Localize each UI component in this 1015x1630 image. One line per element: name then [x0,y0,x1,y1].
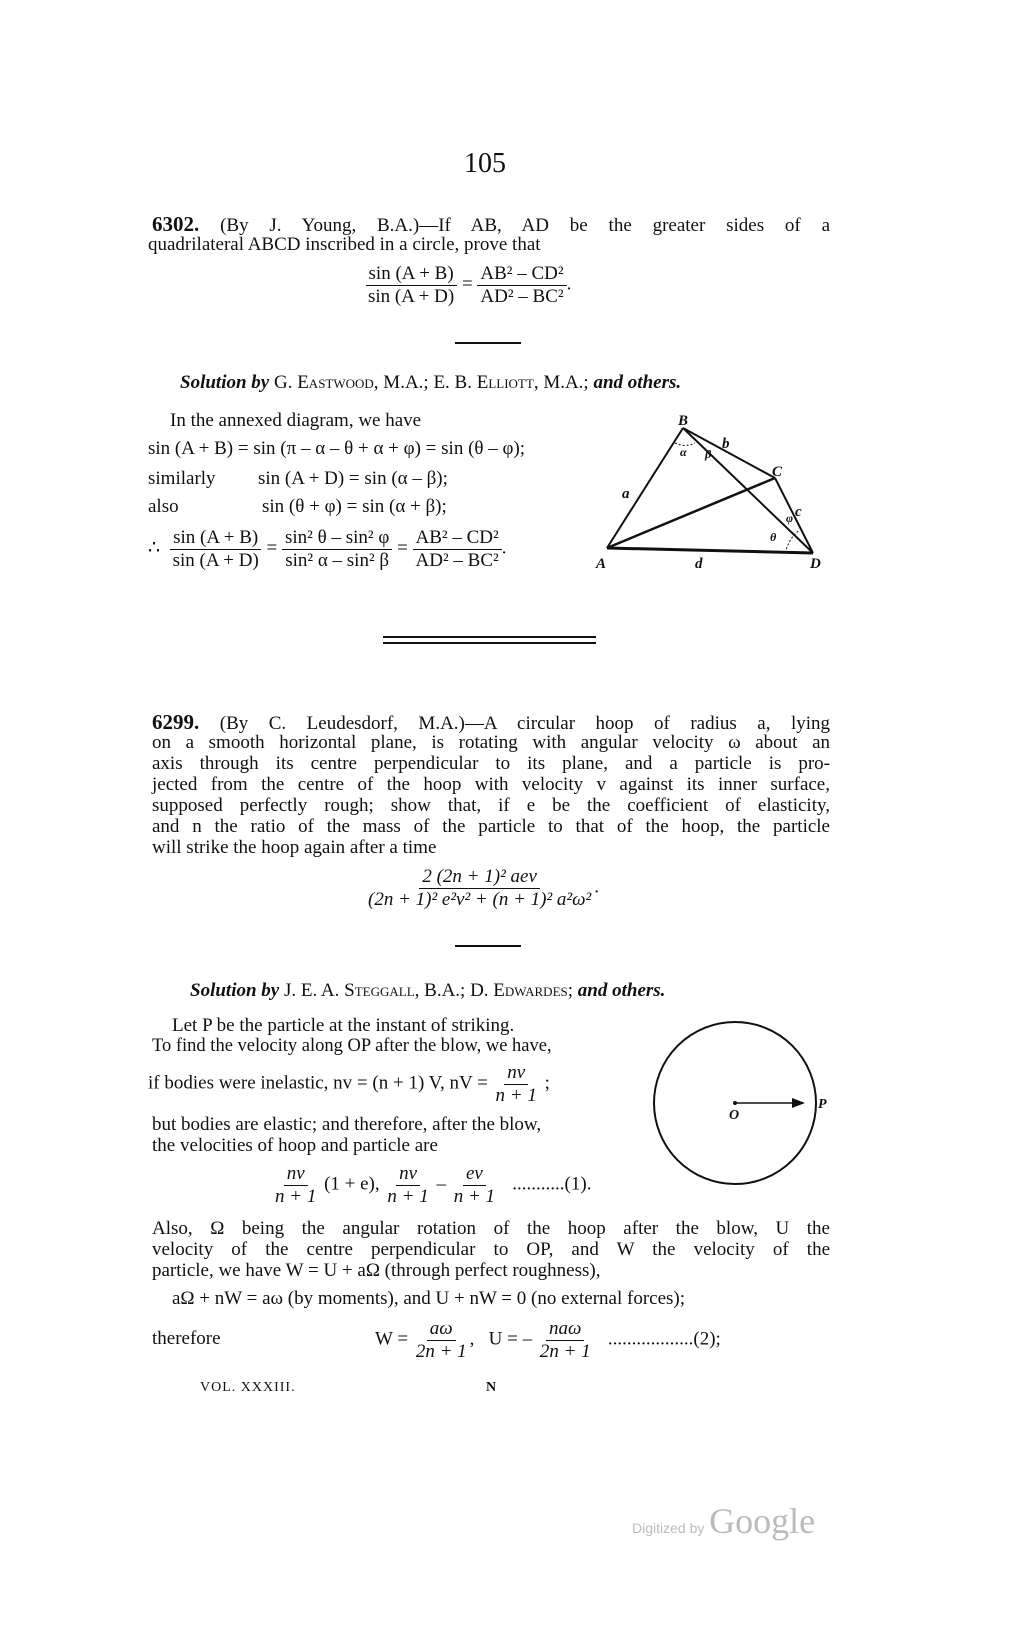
text: (By J. Young, B.A.)—If AB, AD be the greater sides of a [220,215,830,236]
solution-6299-heading: Solution by J. E. A. Steggall, B.A.; D. Edwardes; and others. [190,980,666,1001]
text-line: sin (θ + φ) = sin (α + β); [262,496,447,517]
text-line: similarly [148,468,216,489]
text-line: the velocities of hoop and particle are [152,1135,438,1156]
svg-text:A: A [596,556,607,572]
svg-text:φ: φ [786,511,794,525]
problem-6302-equation: $\frac{\sin (A + B)}{\sin (A + D)}$ = $\frac{\text{AB² – CD²}}{\text{AD² – BC²}}$ . [365,263,571,308]
equation-1: $\frac{nv}{n + 1}$ (1 + e), $\frac{nv}{n + 1}$ – $\frac{ev}{n + 1}$ ...........(1). [275,1163,592,1207]
problem-6299-line: on a smooth horizontal plane, is rotating with angular velocity ω about an [152,732,830,753]
denominator: sin (A + D) [368,285,455,307]
text-line: sin (A + D) = sin (α – β); [258,468,448,489]
svg-text:c: c [795,504,802,520]
hoop-diagram [645,1012,835,1192]
signature-mark: N [486,1380,497,1395]
svg-text:α: α [680,445,687,459]
double-divider [383,636,596,638]
svg-text:d: d [695,556,703,572]
quadrilateral-diagram [590,408,830,578]
svg-text:b: b [722,436,730,452]
svg-text:D: D [810,556,821,572]
problem-6299-line: jected from the centre of the hoop with velocity v against its inner surface, [152,774,830,795]
svg-text:θ: θ [770,530,777,544]
divider [455,945,521,947]
page-number: 105 [464,148,506,179]
svg-text:C: C [772,464,783,480]
text-line: also [148,496,179,517]
svg-text:B: B [678,413,689,429]
text-line: particle, we have W = U + aΩ (through perfect roughness), [152,1260,601,1281]
problem-6299-line: supposed perfectly rough; show that, if e be the coefficient of elasticity, [152,795,830,816]
solution-6302-heading: Solution by G. Eastwood, M.A.; E. B. Elliott, M.A.; and others. [180,372,682,393]
volume-footer: VOL. XXXIII. [200,1380,296,1395]
equation: ∴ $\frac{\sin (A + B)}{\sin (A + D)}$ = $\frac{\text{sin² θ – sin² φ}}{\text{sin² α – sin² β}}$ = $\frac{\text{AB² – CD²}}{\text{AD² – BC²}}$ . [148,527,507,571]
text-line: velocity of the centre perpendicular to OP, and W the velocity of the [152,1239,830,1260]
svg-text:a: a [622,486,630,502]
text-line: To find the velocity along OP after the blow, we have, [152,1036,552,1056]
problem-6299-line: axis through its centre perpendicular to its plane, and a particle is pro- [152,753,830,774]
problem-6299-equation: $\frac{\text{2 (2n + 1)² aev}}{\text{(2n + 1)² e²v² + (n + 1)² a²ω²}}$ . [368,866,599,910]
google-watermark: Digitized by Google [632,1501,816,1541]
numerator: AB² – CD² [477,263,566,286]
text-line: aΩ + nW = aω (by moments), and U + nW = 0 (no external forces); [172,1288,686,1309]
divider [455,342,521,344]
svg-text:P: P [818,1097,827,1112]
problem-6299-line: and n the ratio of the mass of the particle to that of the hoop, the particle [152,816,830,837]
text-line: In the annexed diagram, we have [170,410,422,431]
text-line: Also, Ω being the angular rotation of the hoop after the blow, U the [152,1218,830,1239]
problem-6302-line: quadrilateral ABCD inscribed in a circle, prove that [148,234,541,255]
svg-text:β: β [705,447,712,461]
numerator: sin (A + B) [366,263,457,286]
problem-6299-line: will strike the hoop again after a time [152,837,437,858]
problem-6299-line: 6299. (By C. Leudesdorf, M.A.)—A circular hoop of radius a, lying [152,710,831,734]
text-line: Let P be the particle at the instant of striking. [172,1015,515,1036]
equation-2: W = $\frac{a\omega}{2n + 1}$ , U = – $\frac{\text{naω}}{2n + 1}$ ..................(2); [375,1318,721,1362]
text-line: sin (A + B) = sin (π – α – θ + α + φ) = sin (θ – φ); [148,438,526,459]
problem-number: 6302. [152,212,200,236]
text-line: therefore [152,1328,221,1349]
text-line: if bodies were inelastic, nv = (n + 1) V, nV = $\frac{nv}{n + 1}$ ; [148,1062,550,1106]
text-line: but bodies are elastic; and therefore, after the blow, [152,1114,542,1135]
svg-text:O: O [729,1108,740,1123]
double-divider [383,642,596,644]
denominator: AD² – BC² [480,285,564,307]
